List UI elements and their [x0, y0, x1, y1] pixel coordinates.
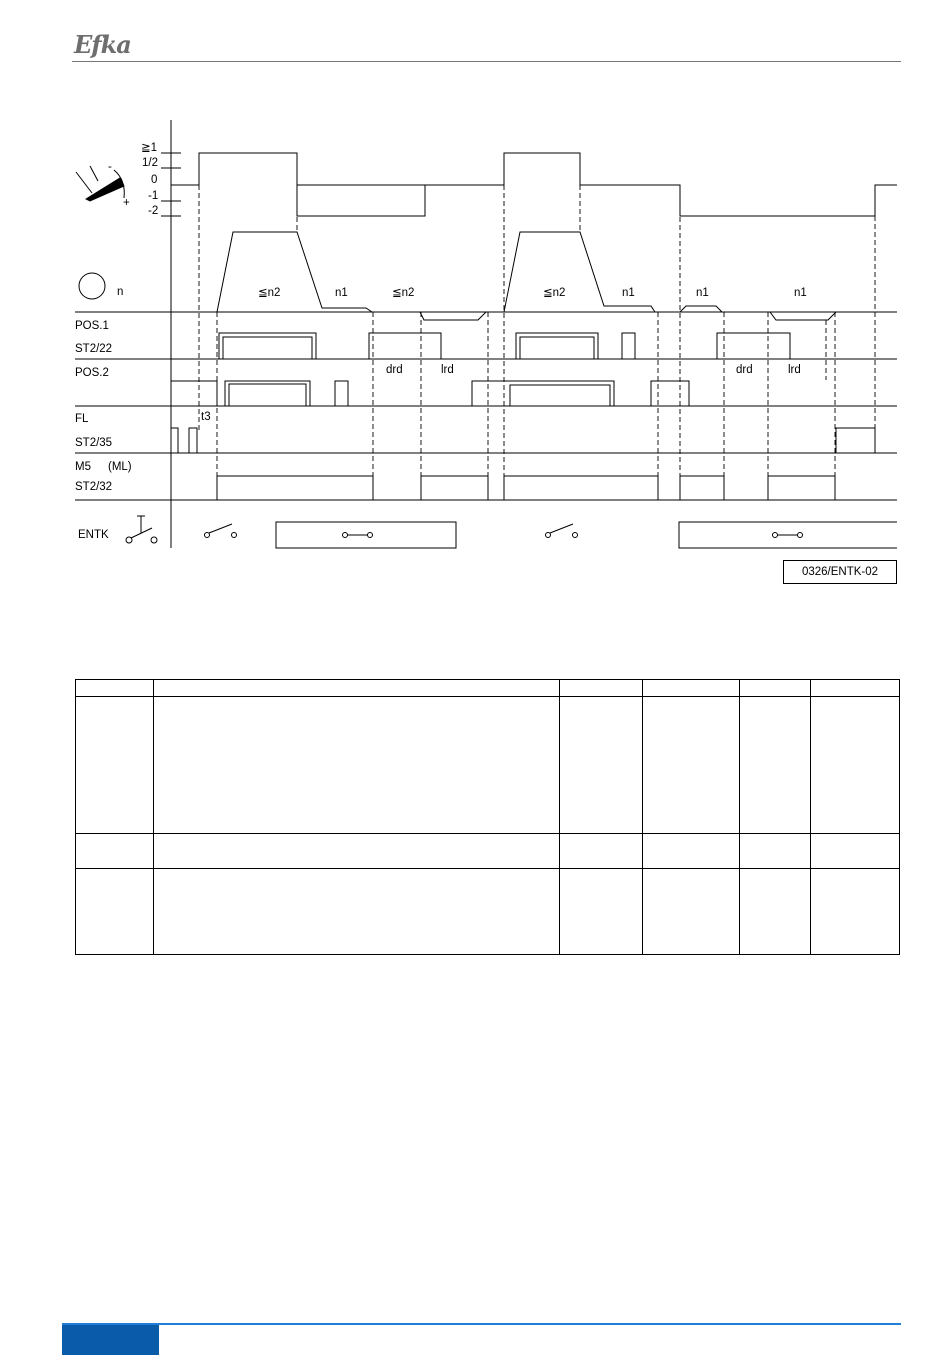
speed-annotation-1: ≦n2	[258, 287, 281, 299]
speed-annotation-7: n1	[794, 287, 807, 299]
table-cell	[811, 697, 900, 834]
label-pos1: POS.1	[75, 320, 109, 332]
speed-label: n	[117, 286, 124, 298]
label-entk: ENTK	[78, 529, 109, 541]
pos1-signal	[219, 333, 790, 359]
table-cell	[811, 834, 900, 869]
t3-label: t3	[201, 411, 211, 423]
pedal-icon	[76, 166, 124, 201]
table-header-cell	[643, 680, 740, 697]
efka-logo: Efka	[74, 30, 131, 59]
pedal-level-1: ≧1	[141, 142, 158, 154]
table-header-cell	[76, 680, 154, 697]
pedal-level-minus2: -2	[148, 205, 159, 217]
table-cell	[740, 869, 811, 955]
motor-speed-icon	[79, 273, 105, 299]
table-row	[76, 834, 900, 869]
lrd-label-1: lrd	[441, 364, 454, 376]
row-separators	[75, 312, 897, 500]
label-fl: FL	[75, 413, 89, 425]
table-cell	[560, 697, 643, 834]
fl-signal	[171, 428, 875, 453]
speed-curve	[171, 232, 897, 320]
table-cell	[154, 869, 560, 955]
footer-page-tab	[62, 1325, 159, 1355]
table-cell	[740, 697, 811, 834]
table-row	[76, 697, 900, 834]
table-header-row	[76, 680, 900, 697]
m5-signal	[217, 476, 835, 500]
pedal-minus: -	[108, 161, 112, 173]
table-cell	[560, 834, 643, 869]
parameter-table	[75, 679, 900, 955]
table-cell	[811, 869, 900, 955]
footer-divider	[62, 1323, 901, 1325]
speed-annotation-5: n1	[622, 287, 635, 299]
label-ml: (ML)	[108, 461, 132, 473]
pedal-level-0: 0	[151, 174, 158, 186]
pedal-signal	[171, 153, 897, 216]
table-cell	[643, 869, 740, 955]
table-cell	[740, 834, 811, 869]
speed-annotation-4: ≦n2	[543, 287, 566, 299]
table-cell	[76, 869, 154, 955]
pedal-level-minus1: -1	[148, 190, 159, 202]
table-header-cell	[560, 680, 643, 697]
table-cell	[560, 869, 643, 955]
speed-annotation-6: n1	[696, 287, 709, 299]
table-row	[76, 869, 900, 955]
entk-open-2	[546, 524, 578, 538]
label-pos2: POS.2	[75, 367, 109, 379]
entk-switch-icon	[126, 516, 157, 543]
label-st2-32: ST2/32	[75, 481, 113, 493]
pedal-level-half: 1/2	[142, 157, 158, 169]
label-st2-35: ST2/35	[75, 437, 113, 449]
pos2-signal	[171, 381, 689, 406]
table-cell	[643, 834, 740, 869]
entk-open-1	[205, 524, 237, 538]
entk-closed-symbol-2	[773, 533, 803, 538]
figure-code: 0326/ENTK-02	[783, 560, 897, 584]
drd-label-1: drd	[386, 364, 403, 376]
lrd-label-2: lrd	[788, 364, 801, 376]
entk-closed-symbol-1	[343, 533, 373, 538]
table-cell	[76, 697, 154, 834]
timing-diagram	[0, 0, 950, 600]
speed-annotation-2: n1	[335, 287, 348, 299]
table-cell	[643, 697, 740, 834]
label-st2-22: ST2/22	[75, 343, 113, 355]
drd-label-2: drd	[736, 364, 753, 376]
pedal-plus: +	[123, 197, 130, 209]
table-cell	[76, 834, 154, 869]
label-m5: M5	[75, 461, 91, 473]
table-header-cell	[811, 680, 900, 697]
table-cell	[154, 697, 560, 834]
table-header-cell	[154, 680, 560, 697]
table-header-cell	[740, 680, 811, 697]
speed-annotation-3: ≦n2	[392, 287, 415, 299]
table-cell	[154, 834, 560, 869]
